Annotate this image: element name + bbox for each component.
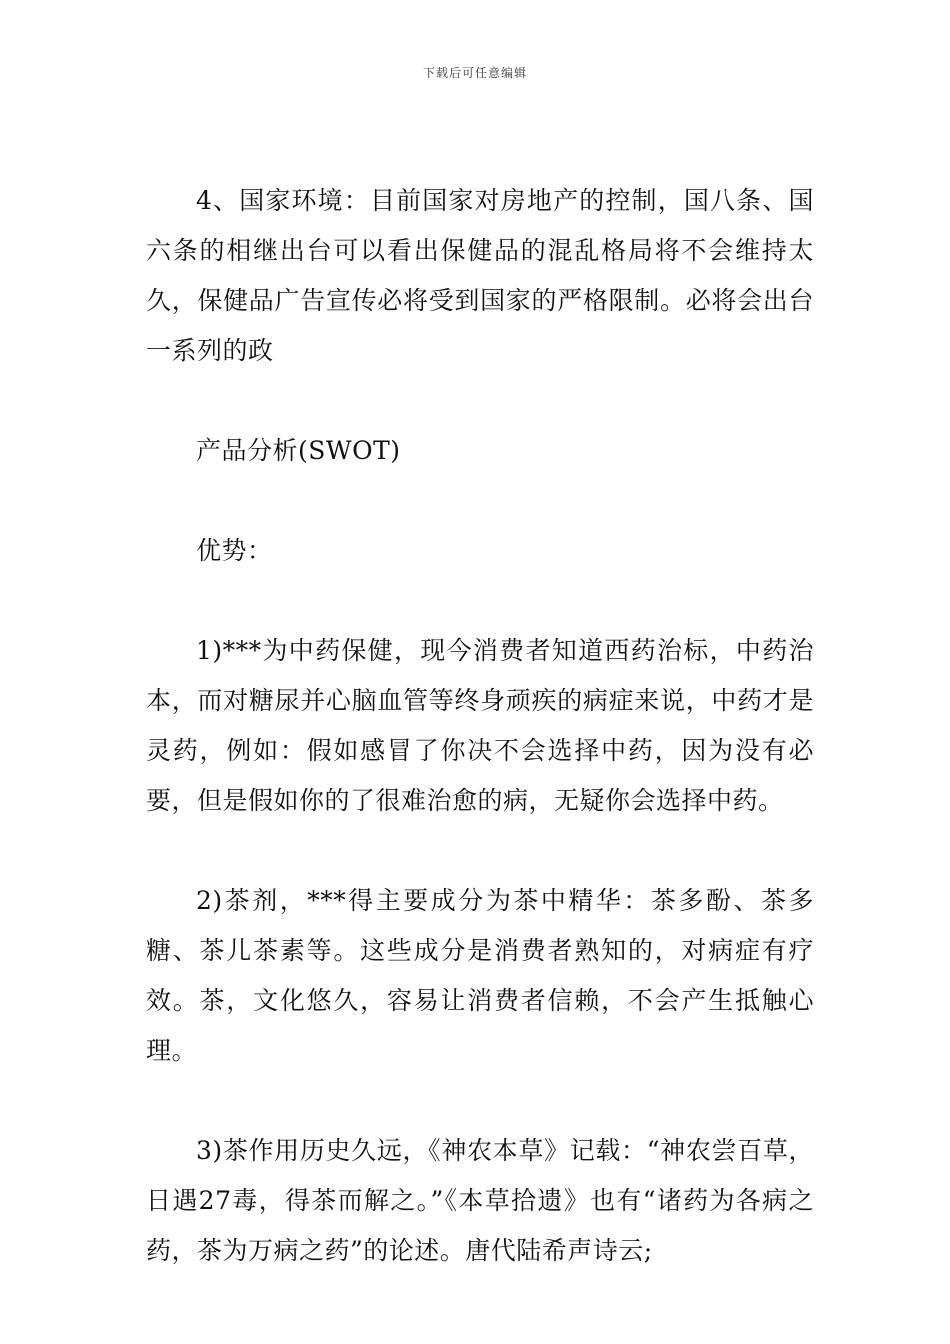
paragraph-strength-3: 3)茶作用历史久远，《神农本草》记载：“神农尝百草，日遇27毒，得茶而解之。”《本草拾遗》也有“诸药为各病之药，茶为万病之药”的论述。唐代陆希声诗云; bbox=[146, 1136, 814, 1265]
document-body bbox=[146, 176, 814, 1326]
subheading-strengths: 优势： bbox=[196, 536, 273, 565]
section-heading-swot: 产品分析(SWOT) bbox=[196, 436, 401, 465]
paragraph-strength-1: 1)***为中药保健，现今消费者知道西药治标，中药治本，而对糖尿并心脑血管等终身顽疾的病症来说，中药才是灵药，例如：假如感冒了你决不会选择中药，因为没有必要，但是假如你的了很难治愈的病，无疑你会选择中药。 bbox=[146, 636, 814, 815]
paragraph-national-environment: 4、国家环境：目前国家对房地产的控制，国八条、国六条的相继出台可以看出保健品的混乱格局将不会维持太久，保健品广告宣传必将受到国家的严格限制。必将会出台一系列的政 bbox=[146, 186, 814, 365]
paragraph-strength-2: 2)茶剂，***得主要成分为茶中精华：茶多酚、茶多糖、茶儿茶素等。这些成分是消费者熟知的，对病症有疗效。茶，文化悠久，容易让消费者信赖，不会产生抵触心理。 bbox=[146, 886, 814, 1065]
header-note: 下载后可任意编辑 bbox=[422, 66, 527, 80]
